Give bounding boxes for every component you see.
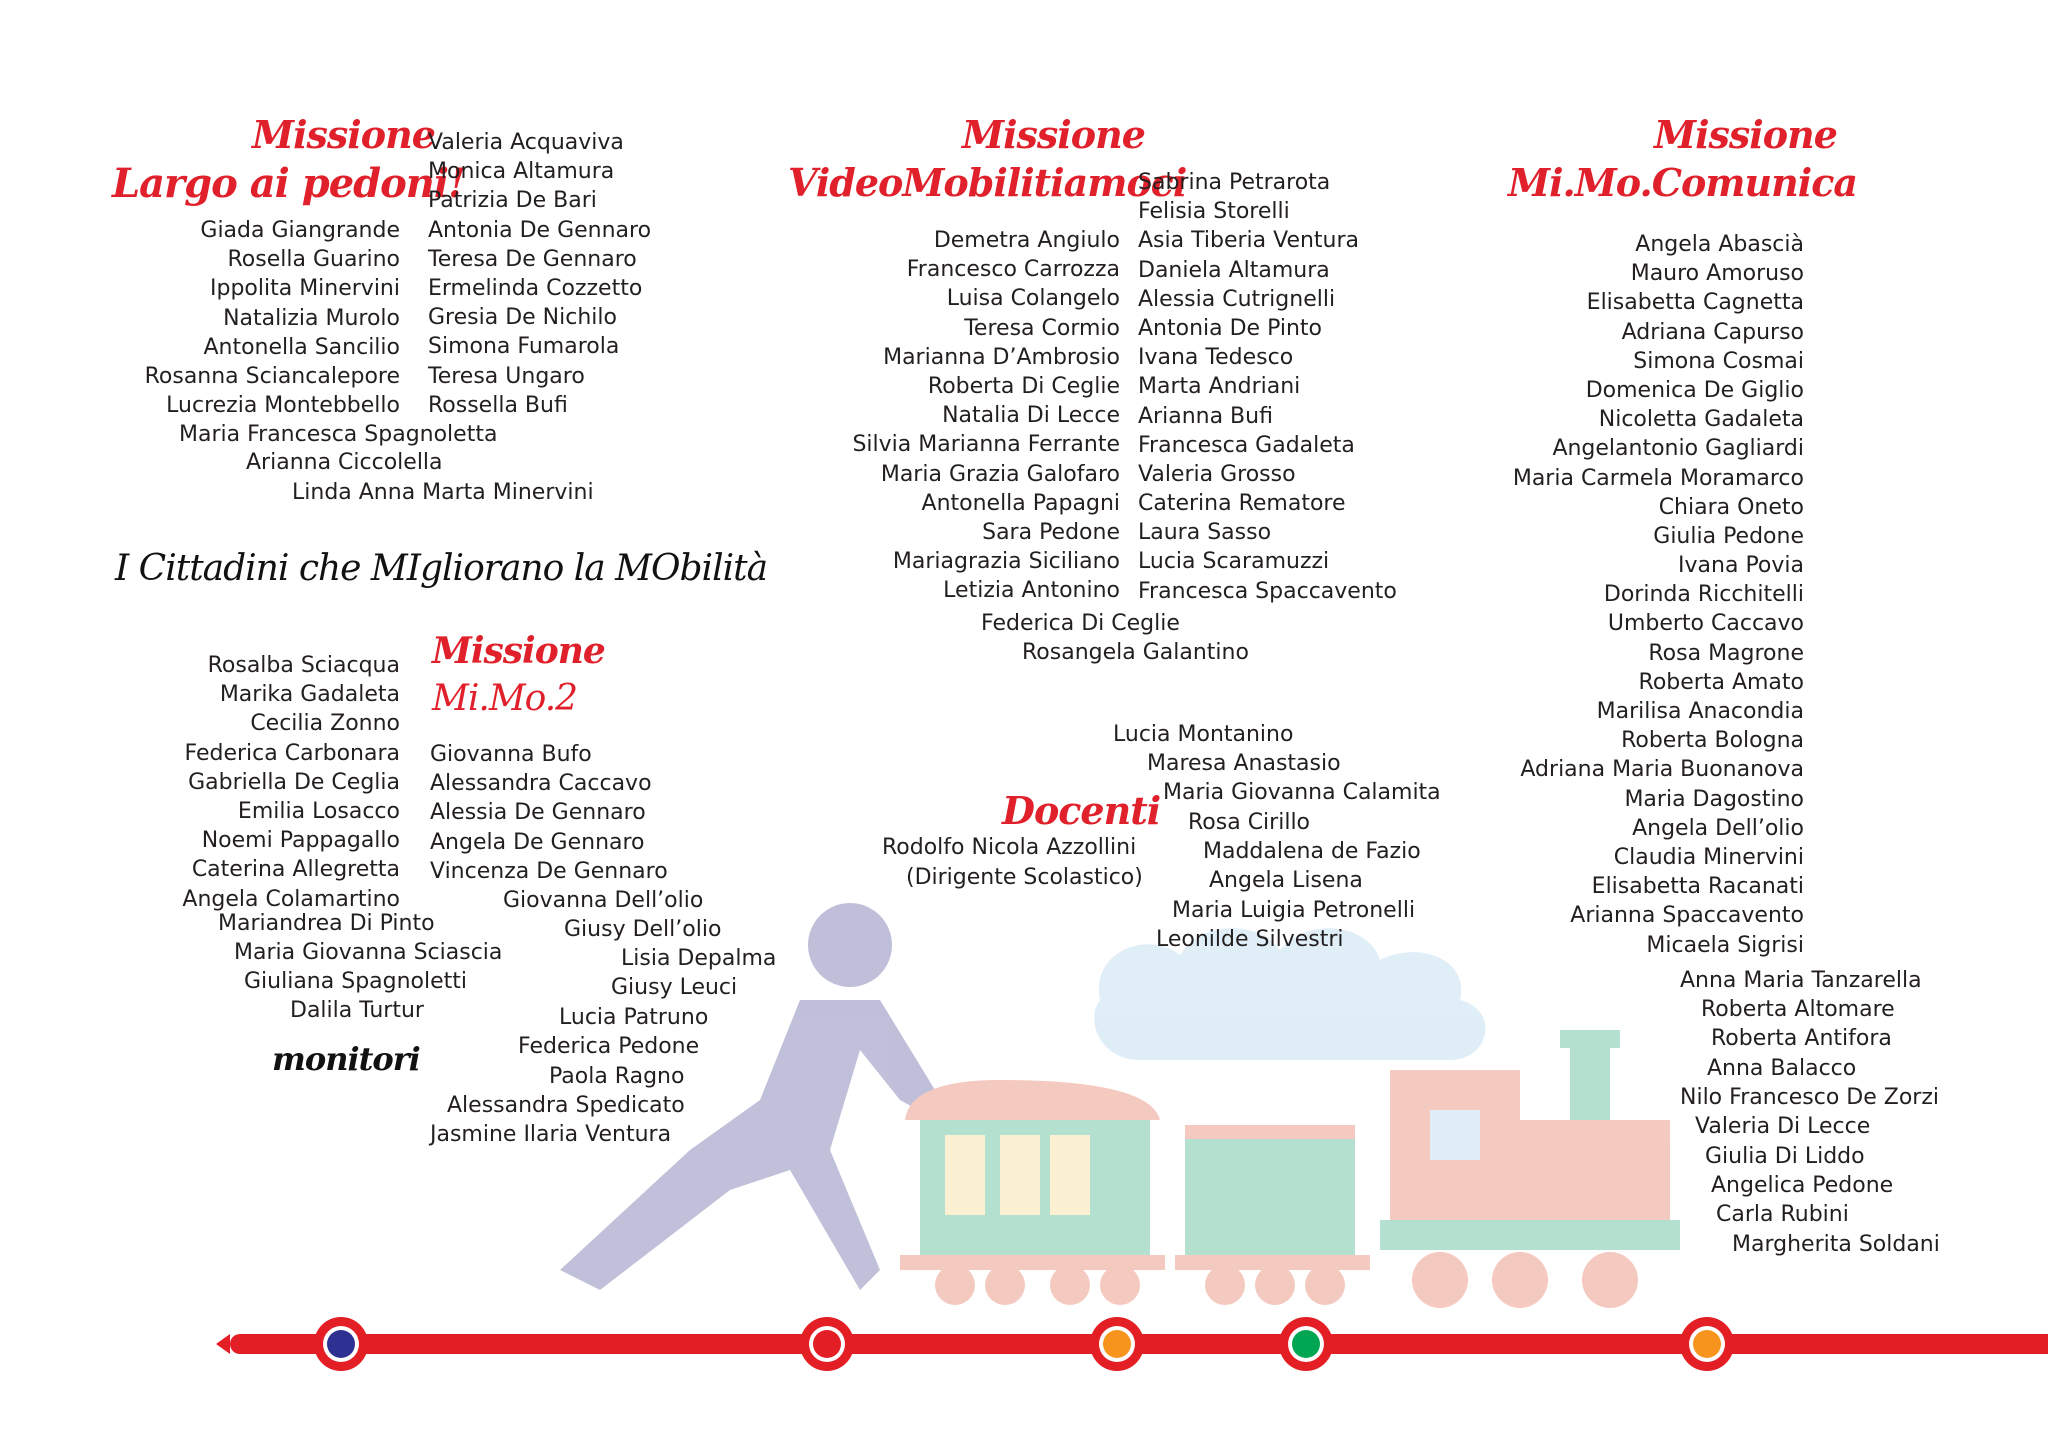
list-item: Rosella Guarino bbox=[227, 247, 400, 273]
list-item: Luisa Colangelo bbox=[946, 286, 1120, 312]
video-title-name: VideoMobilitiamoci bbox=[788, 160, 1187, 205]
train-wagon-icon bbox=[1175, 1125, 1370, 1305]
list-item: Mariagrazia Siciliano bbox=[892, 549, 1120, 575]
list-item: Caterina Rematore bbox=[1138, 491, 1346, 517]
list-item: Patrizia De Bari bbox=[428, 188, 597, 214]
list-item: Lucia Scaramuzzi bbox=[1138, 549, 1330, 575]
list-item: Giovanna Dell’olio bbox=[503, 888, 704, 913]
list-item: Federica Pedone bbox=[518, 1034, 700, 1059]
list-item: Roberta Amato bbox=[1638, 669, 1804, 695]
list-item: Francesca Spaccavento bbox=[1138, 578, 1397, 604]
list-item: Rossella Bufi bbox=[428, 392, 568, 418]
list-item: Antonella Sancilio bbox=[203, 334, 400, 360]
list-item: Teresa Cormio bbox=[964, 315, 1120, 341]
list-item: Teresa Ungaro bbox=[428, 363, 585, 389]
list-item: Angela Colamartino bbox=[182, 886, 400, 912]
list-item: Cecilia Zonno bbox=[250, 711, 400, 737]
comunica-title-missione: Missione bbox=[1654, 112, 1837, 157]
list-item: Mauro Amoruso bbox=[1630, 261, 1804, 287]
list-item: Felisia Storelli bbox=[1138, 199, 1290, 225]
pedoni-list-left bbox=[145, 216, 400, 420]
list-item: Simona Cosmai bbox=[1633, 348, 1804, 374]
list-item: Monica Altamura bbox=[428, 159, 615, 185]
stop-dot bbox=[327, 1330, 355, 1358]
list-item: Margherita Soldani bbox=[1732, 1232, 1940, 1257]
list-item: Rosangela Galantino bbox=[1022, 640, 1249, 665]
metro-stop-4 bbox=[1279, 1317, 1333, 1371]
list-item: Noemi Pappagallo bbox=[201, 828, 400, 854]
list-item: Alessandra Spedicato bbox=[447, 1093, 685, 1118]
list-item: Arianna Bufi bbox=[1138, 403, 1273, 429]
list-item: Lisia Depalma bbox=[621, 946, 777, 971]
stop-dot bbox=[1103, 1330, 1131, 1358]
list-item: Roberta Antifora bbox=[1711, 1026, 1892, 1051]
list-item: Giovanna Bufo bbox=[430, 742, 592, 767]
list-item: Alessia Cutrignelli bbox=[1138, 286, 1336, 312]
list-item: Antonella Papagni bbox=[921, 490, 1120, 516]
list-item: Antonia De Pinto bbox=[1138, 315, 1323, 341]
list-item: Anna Balacco bbox=[1707, 1056, 1857, 1081]
list-item: Roberta Di Ceglie bbox=[927, 373, 1120, 399]
mimo2-list-right bbox=[430, 740, 668, 886]
list-item: Elisabetta Cagnetta bbox=[1586, 290, 1804, 316]
video-list-left bbox=[852, 226, 1120, 605]
comunica-list bbox=[1513, 230, 1804, 960]
list-item: Angela Abascià bbox=[1635, 232, 1804, 257]
list-item: Leonilde Silvestri bbox=[1156, 927, 1344, 952]
list-item: Ermelinda Cozzetto bbox=[428, 275, 643, 301]
list-item: Laura Sasso bbox=[1138, 520, 1272, 546]
docenti-head-role: (Dirigente Scolastico) bbox=[906, 865, 1143, 890]
docenti-title: Docenti bbox=[1002, 788, 1161, 833]
list-item: Dalila Turtur bbox=[290, 998, 424, 1023]
list-item: Marilisa Anacondia bbox=[1596, 699, 1804, 724]
list-item: Ivana Povia bbox=[1678, 553, 1804, 579]
list-item: Alessia De Gennaro bbox=[430, 800, 646, 826]
train-wagon-icon bbox=[900, 1080, 1165, 1305]
list-item: Rosa Magrone bbox=[1648, 640, 1804, 666]
tagline: I Cittadini che MIgliorano la MObilità bbox=[115, 548, 768, 589]
list-item: Nilo Francesco De Zorzi bbox=[1680, 1085, 1940, 1110]
list-item: Lucia Montanino bbox=[1113, 722, 1294, 747]
list-item: Vincenza De Gennaro bbox=[430, 858, 668, 884]
list-item: Natalia Di Lecce bbox=[942, 403, 1120, 429]
list-item: Gresia De Nichilo bbox=[428, 305, 617, 331]
list-item: Natalizia Murolo bbox=[223, 305, 400, 331]
list-item: Maddalena de Fazio bbox=[1203, 839, 1421, 864]
list-item: Maria Dagostino bbox=[1624, 786, 1804, 812]
stop-dot bbox=[813, 1330, 841, 1358]
list-item: Silvia Marianna Ferrante bbox=[852, 432, 1120, 458]
list-item: Angela Dell’olio bbox=[1632, 815, 1804, 841]
list-item: Letizia Antonino bbox=[943, 578, 1120, 604]
list-item: Giulia Di Liddo bbox=[1705, 1144, 1865, 1169]
locomotive-icon bbox=[1380, 1030, 1680, 1308]
list-item: Ivana Tedesco bbox=[1138, 345, 1294, 371]
list-item: Daniela Altamura bbox=[1138, 257, 1330, 283]
list-item: Linda Anna Marta Minervini bbox=[292, 480, 594, 505]
monitori-label: monitori bbox=[272, 1040, 420, 1078]
list-item: Micaela Sigrisi bbox=[1646, 932, 1804, 958]
list-item: Anna Maria Tanzarella bbox=[1680, 968, 1922, 993]
list-item: Umberto Caccavo bbox=[1607, 611, 1804, 637]
list-item: Marianna D’Ambrosio bbox=[883, 344, 1120, 370]
list-item: Giusy Leuci bbox=[611, 975, 738, 1000]
list-item: Angelantonio Gagliardi bbox=[1552, 436, 1804, 462]
mimo2-title-missione: Missione bbox=[432, 630, 605, 672]
list-item: Rosanna Sciancalepore bbox=[144, 363, 400, 389]
list-item: Domenica De Giglio bbox=[1585, 377, 1804, 403]
list-item: Sabrina Petrarota bbox=[1138, 170, 1331, 195]
list-item: Angela De Gennaro bbox=[430, 829, 645, 855]
metro-stop-3 bbox=[1090, 1317, 1144, 1371]
list-item: Sara Pedone bbox=[982, 519, 1120, 545]
list-item: Maria Francesca Spagnoletta bbox=[179, 422, 498, 447]
list-item: Maria Grazia Galofaro bbox=[880, 461, 1120, 487]
mimo2-title-name: Mi.Mo.2 bbox=[432, 678, 578, 719]
list-item: Maria Giovanna Calamita bbox=[1163, 780, 1441, 805]
list-item: Emilia Losacco bbox=[237, 798, 400, 824]
list-item: Rosa Cirillo bbox=[1188, 810, 1311, 835]
list-item: Maria Carmela Moramarco bbox=[1512, 465, 1804, 491]
video-title-missione: Missione bbox=[962, 112, 1145, 157]
metro-stop-2 bbox=[800, 1317, 854, 1371]
comunica-title-name: Mi.Mo.Comunica bbox=[1508, 160, 1857, 205]
list-item: Chiara Oneto bbox=[1658, 494, 1804, 520]
list-item: Federica Di Ceglie bbox=[981, 611, 1180, 636]
list-item: Giuliana Spagnoletti bbox=[244, 969, 468, 994]
list-item: Roberta Altomare bbox=[1701, 997, 1895, 1022]
list-item: Maria Giovanna Sciascia bbox=[234, 940, 503, 965]
list-item: Antonia De Gennaro bbox=[428, 217, 652, 243]
stop-dot bbox=[1693, 1330, 1721, 1358]
pedoni-list-right bbox=[428, 128, 651, 420]
list-item: Marika Gadaleta bbox=[219, 682, 400, 708]
list-item: Asia Tiberia Ventura bbox=[1138, 228, 1360, 254]
list-item: Giada Giangrande bbox=[200, 218, 400, 243]
list-item: Simona Fumarola bbox=[428, 334, 620, 360]
mimo2-list-left bbox=[182, 651, 400, 914]
list-item: Lucrezia Montebbello bbox=[166, 393, 400, 419]
metro-stop-1 bbox=[314, 1317, 368, 1371]
stop-dot bbox=[1292, 1330, 1320, 1358]
list-item: Dorinda Ricchitelli bbox=[1603, 582, 1804, 608]
list-item: Rosalba Sciacqua bbox=[207, 653, 400, 678]
list-item: Carla Rubini bbox=[1716, 1202, 1849, 1227]
list-item: Roberta Bologna bbox=[1621, 728, 1804, 754]
list-item: Giulia Pedone bbox=[1653, 523, 1804, 549]
list-item: Caterina Allegretta bbox=[191, 857, 400, 883]
list-item: Federica Carbonara bbox=[184, 740, 400, 766]
list-item: Lucia Patruno bbox=[559, 1005, 709, 1030]
docenti-head-name: Rodolfo Nicola Azzollini bbox=[882, 835, 1137, 860]
list-item: Adriana Capurso bbox=[1621, 319, 1804, 345]
list-item: Demetra Angiulo bbox=[933, 228, 1120, 253]
list-item: Adriana Maria Buonanova bbox=[1520, 757, 1804, 783]
list-item: Mariandrea Di Pinto bbox=[218, 911, 435, 936]
list-item: Giusy Dell’olio bbox=[564, 917, 722, 942]
video-list-right bbox=[1138, 168, 1397, 606]
list-item: Elisabetta Racanati bbox=[1591, 874, 1804, 900]
list-item: Paola Ragno bbox=[549, 1064, 685, 1089]
list-item: Maresa Anastasio bbox=[1147, 751, 1341, 776]
list-item: Francesca Gadaleta bbox=[1138, 432, 1355, 458]
list-item: Gabriella De Ceglia bbox=[188, 769, 400, 795]
list-item: Angela Lisena bbox=[1209, 868, 1363, 893]
list-item: Marta Andriani bbox=[1138, 374, 1301, 400]
list-item: Arianna Ciccolella bbox=[246, 450, 443, 475]
list-item: Alessandra Caccavo bbox=[430, 771, 652, 797]
list-item: Valeria Acquaviva bbox=[428, 130, 624, 155]
metro-line-tip bbox=[216, 1334, 230, 1354]
list-item: Maria Luigia Petronelli bbox=[1172, 898, 1416, 923]
list-item: Valeria Grosso bbox=[1138, 461, 1296, 487]
list-item: Claudia Minervini bbox=[1613, 844, 1804, 870]
metro-stop-5 bbox=[1680, 1317, 1734, 1371]
list-item: Ippolita Minervini bbox=[209, 276, 400, 302]
list-item: Arianna Spaccavento bbox=[1570, 903, 1804, 929]
pedoni-title-missione: Missione bbox=[252, 112, 435, 157]
list-item: Valeria Di Lecce bbox=[1695, 1114, 1871, 1139]
list-item: Angelica Pedone bbox=[1711, 1173, 1894, 1198]
list-item: Nicoletta Gadaleta bbox=[1598, 407, 1804, 433]
list-item: Jasmine Ilaria Ventura bbox=[430, 1122, 672, 1147]
pedoni-title-name: Largo ai pedoni! bbox=[112, 160, 465, 207]
list-item: Teresa De Gennaro bbox=[428, 246, 637, 272]
list-item: Francesco Carrozza bbox=[906, 257, 1120, 283]
